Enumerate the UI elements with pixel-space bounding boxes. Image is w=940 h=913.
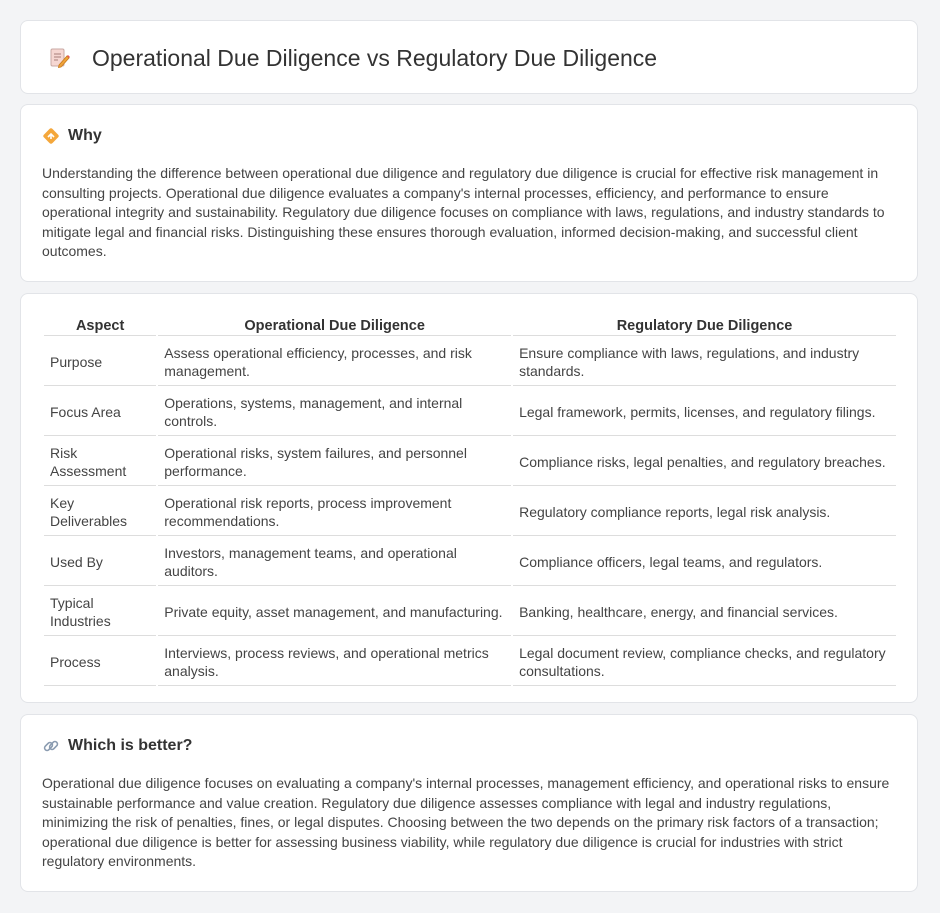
aspect-cell: Key Deliverables bbox=[44, 488, 156, 536]
table-row bbox=[44, 438, 896, 486]
comparison-table-card bbox=[20, 293, 918, 703]
diamond-arrow-icon bbox=[42, 127, 60, 145]
aspect-cell: Typical Industries bbox=[44, 588, 156, 636]
title-card bbox=[20, 20, 918, 94]
table-row bbox=[44, 538, 896, 586]
operational-cell: Operations, systems, management, and internal controls. bbox=[158, 388, 511, 436]
page-title: Operational Due Diligence vs Regulatory Due Diligence bbox=[92, 45, 658, 71]
operational-cell: Private equity, asset management, and manufacturing. bbox=[158, 588, 511, 636]
document-pencil-icon bbox=[47, 46, 71, 70]
which-is-better-section bbox=[20, 714, 918, 892]
aspect-cell: Purpose bbox=[44, 338, 156, 386]
regulatory-cell: Legal framework, permits, licenses, and regulatory filings. bbox=[513, 388, 896, 436]
aspect-cell: Used By bbox=[44, 538, 156, 586]
aspect-cell: Process bbox=[44, 638, 156, 686]
operational-cell: Interviews, process reviews, and operational metrics analysis. bbox=[158, 638, 511, 686]
column-header: Operational Due Diligence bbox=[158, 316, 511, 336]
table-row bbox=[44, 338, 896, 386]
regulatory-cell: Ensure compliance with laws, regulations, and industry standards. bbox=[513, 338, 896, 386]
why-text: Understanding the difference between operational due diligence and regulatory due diligence is crucial for effective risk management in consulting projects. Operational due diligence evaluates a company's internal processes, efficiency, and performance to ensure operational integrity and sustainability. Regulatory due diligence focuses on compliance with laws, regulations, and industry standards to mitigate legal and financial risks. Distinguishing these ensures thorough evaluation, informed decision-making, and successful client outcomes. bbox=[42, 165, 885, 259]
operational-cell: Investors, management teams, and operational auditors. bbox=[158, 538, 511, 586]
table-row bbox=[44, 388, 896, 436]
table-header-row bbox=[44, 316, 896, 336]
aspect-cell: Risk Assessment bbox=[44, 438, 156, 486]
regulatory-cell: Banking, healthcare, energy, and financial services. bbox=[513, 588, 896, 636]
regulatory-cell: Regulatory compliance reports, legal risk analysis. bbox=[513, 488, 896, 536]
column-header: Regulatory Due Diligence bbox=[513, 316, 896, 336]
operational-cell: Operational risks, system failures, and personnel performance. bbox=[158, 438, 511, 486]
column-header: Aspect bbox=[44, 316, 156, 336]
which-is-better-text: Operational due diligence focuses on evaluating a company's internal processes, management efficiency, and operational risks to ensure sustainable performance and value creation. Regulatory due diligence assesses compliance with legal and industry regulations, minimizing the risk of penalties, fines, or legal disputes. Choosing between the two depends on the primary risk factors of a transaction; operational due diligence is better for assessing business viability, while regulatory due diligence is crucial for industries with strict regulatory environments. bbox=[42, 775, 890, 869]
aspect-cell: Focus Area bbox=[44, 388, 156, 436]
comparison-table bbox=[42, 314, 898, 688]
table-row bbox=[44, 488, 896, 536]
regulatory-cell: Legal document review, compliance checks, and regulatory consultations. bbox=[513, 638, 896, 686]
operational-cell: Assess operational efficiency, processes, and risk management. bbox=[158, 338, 511, 386]
link-icon bbox=[42, 737, 60, 755]
table-row bbox=[44, 588, 896, 636]
regulatory-cell: Compliance officers, legal teams, and regulators. bbox=[513, 538, 896, 586]
operational-cell: Operational risk reports, process improvement recommendations. bbox=[158, 488, 511, 536]
regulatory-cell: Compliance risks, legal penalties, and regulatory breaches. bbox=[513, 438, 896, 486]
why-heading: Why bbox=[68, 127, 102, 144]
why-section bbox=[20, 104, 918, 282]
which-is-better-heading: Which is better? bbox=[68, 737, 193, 754]
table-row bbox=[44, 638, 896, 686]
